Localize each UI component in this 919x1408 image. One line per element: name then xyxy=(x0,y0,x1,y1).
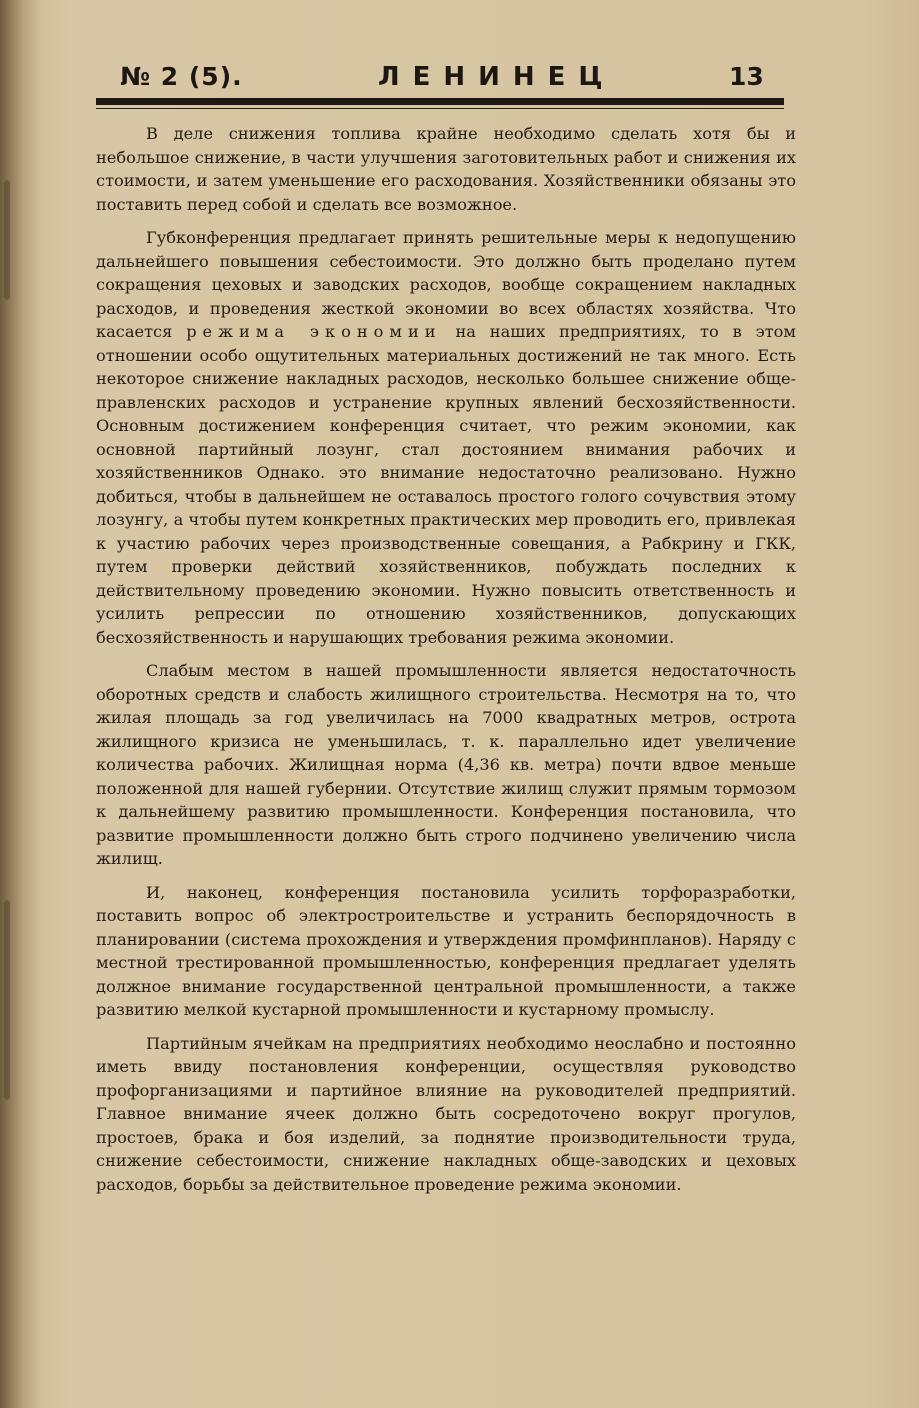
newspaper-title: ЛЕНИНЕЦ xyxy=(378,62,616,92)
issue-number: № 2 (5). xyxy=(120,62,243,91)
paragraph-cost-reduction xyxy=(96,226,796,649)
paragraph-text: Губконференция предлагает принять решительные меры к недопущению дальнейшего повышения себестоимости. Это должно быть проделано путем сокращения цеховых и заводских расходов, вообще сокращением накладных расходов, и проведения жесткой экономии во всех областях хозяйства. Что касается xyxy=(96,228,796,341)
header-rule xyxy=(96,98,784,105)
paragraph-party-cells: Партийным ячейкам на предприятиях необходимо неослабно и постоянно иметь ввиду постановления конференции, осуществляя руководство профорганизациями и партийное влияние на руководителей предприятий. Главное внимание ячеек должно быть сосредоточено вокруг прогулов, простоев, брака и боя изделий, за поднятие производительности труда, снижение себестоимости, снижение накладных обще-заводских и цеховых расходов, борьбы за действительное проведение режима экономии. xyxy=(96,1033,796,1194)
header-rule-thin xyxy=(96,108,784,109)
article-body xyxy=(96,122,796,1206)
spaced-emphasis: режима экономии xyxy=(186,322,442,341)
paragraph-text: на наших предприятиях, то в этом отношении особо ощутительных материальных достижений не так много. Есть некоторое снижение накладных расходов, несколько большее снижение обще-правленских расходов и устранение крупных явлений бесхозяйственности. Основным достижением конференция считает, что режим экономии, как основной партийный лозунг, стал достоянием внимания рабочих и хозяйственников Однако. это внимание недостаточно реализовано. Нужно добиться, чтобы в дальнейшем не оставалось простого голого сочувствия этому лозунгу, а чтобы путем конкретных практических мер проводить его, привлекая к участию рабочих через производственные совещания, а Рабкрину и ГКК, путем проверки действий хозяйственников, побуждать последних к действительному проведению экономии. Нужно повысить ответственность и усилить репрессии по отношению хозяйственников, допускающих бесхозяйственность и нарушающих требования режима экономии. xyxy=(96,322,796,647)
spine-shadow xyxy=(4,180,10,300)
paragraph-peat: И, наконец, конференция постановила усилить торфоразработки, поставить вопрос об электростроительстве и устранить беспорядочность в планировании (система прохождения и утверждения промфинпланов). Наряду с местной трестированной промышленностью, конференция предлагает уделять должное внимание государственной центральной промышленности, а также развитию мелкой кустарной промышленности и кустарному промыслу. xyxy=(96,882,796,1019)
paragraph-housing: Слабым местом в нашей промышленности является недостаточность оборотных средств и слабость жилищного строительства. Несмотря на то, что жилая площадь за год увеличилась на 7000 квадратных метров, острота жилищного кризиса не уменьшилась, т. к. параллельно идет увеличение количества рабочих. Жилищная норма (4,36 кв. метра) почти вдвое меньше положенной для нашей губернии. Отсутствие жилищ служит прямым тормозом к дальнейшему развитию промышленности. Конференция постановила, что развитие промышленности должно быть строго подчинено увеличению числа жилищ. xyxy=(96,661,796,868)
paragraph-fuel: В деле снижения топлива крайне необходимо сделать хотя бы и небольшое снижение, в части улучшения заготовительных работ и снижения их стоимости, и затем уменьшение его расходования. Хозяйственники обязаны это поставить перед собой и сделать все возможное. xyxy=(96,124,796,214)
spine-shadow xyxy=(4,900,10,1100)
page-number: 13 xyxy=(729,62,764,91)
page-header xyxy=(96,56,784,96)
